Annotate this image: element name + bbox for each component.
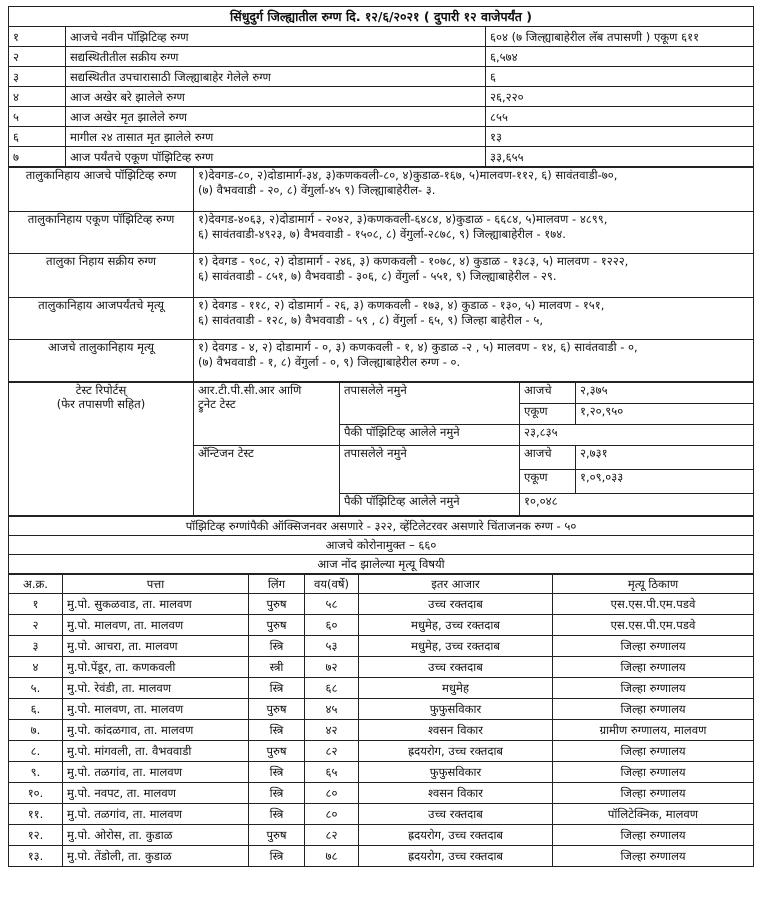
summary-row <box>9 27 754 47</box>
death-disease: मधुमेह, उच्च रक्तदाब <box>359 636 553 657</box>
death-place: एस.एस.पी.एम.पडवे <box>553 615 754 636</box>
taluka-row <box>9 340 754 382</box>
death-age: ५३ <box>305 636 359 657</box>
death-place: जिल्हा रुग्णालय <box>553 657 754 678</box>
rtpcr-total-label: एकूण <box>520 404 576 425</box>
death-address: मु.पो. कांदळगाव, ता. मालवण <box>63 720 249 741</box>
death-row <box>9 720 754 741</box>
rtpcr-tested-label: तपासलेले नमुने <box>340 383 520 425</box>
oxygen-line: पॉझिटिव्ह रुग्णांपैकी ऑक्सिजनवर असणारे - ३२२, व्हेंटिलेटरवर असणारे चिंताजनक रुग्ण - ५० <box>9 517 754 536</box>
death-no: ११. <box>9 804 63 825</box>
antigen-total-label: एकूण <box>520 470 576 494</box>
death-place: जिल्हा रुग्णालय <box>553 783 754 804</box>
summary-label: आज पर्यंतचे एकूण पॉझिटिव्ह रुग्ण <box>66 147 486 167</box>
death-no: १२. <box>9 825 63 846</box>
summary-row <box>9 107 754 127</box>
taluka-row <box>9 168 754 212</box>
rtpcr-line: ट्रुनेट टेस्ट <box>198 397 236 411</box>
tests-table <box>8 382 754 516</box>
tests-label-line: टेस्ट रिपोर्टस् <box>75 383 127 397</box>
taluka-line: (७) वैभववाडी - १, ८) वेंगुर्ला - ०, ९) जिल्ह्याबाहेरील रुग्ण - ०. <box>198 354 461 369</box>
summary-no: १ <box>9 27 66 47</box>
summary-label: सद्यस्थितीत उपचारासाठी जिल्ह्याबाहेर गेलेले रुग्ण <box>66 67 486 87</box>
death-no: १ <box>9 594 63 615</box>
death-address: मु.पो.पेंडूर, ता. कणकवली <box>63 657 249 678</box>
death-gender: पुरुष <box>249 594 305 615</box>
death-age: ८० <box>305 783 359 804</box>
summary-label: आजचे नवीन पॉझिटिव्ह रुग्ण <box>66 27 486 47</box>
summary-value: ६ <box>486 67 754 87</box>
death-row <box>9 804 754 825</box>
death-gender: स्त्रि <box>249 678 305 699</box>
summary-label: आज अखेर बरे झालेले रुग्ण <box>66 87 486 107</box>
taluka-line: ६) सावंतवाडी-४९२३, ७) वैभववाडी - १५०८, ८) वेंगुर्ला-२८७८, ९) जिल्ह्याबाहेरील - १७४. <box>198 226 566 241</box>
summary-table <box>8 6 754 167</box>
taluka-row <box>9 298 754 340</box>
death-address: मु.पो. मालवण, ता. मालवण <box>63 699 249 720</box>
death-disease: फुफुसविकार <box>359 762 553 783</box>
taluka-row <box>9 212 754 254</box>
death-place: पॉलिटेक्निक, मालवण <box>553 804 754 825</box>
summary-row <box>9 127 754 147</box>
col-disease: इतर आजार <box>359 575 553 594</box>
death-row <box>9 825 754 846</box>
rtpcr-positive-value: २३,८३५ <box>520 425 754 446</box>
antigen-positive-value: १०,०४८ <box>520 494 754 516</box>
death-place: जिल्हा रुग्णालय <box>553 678 754 699</box>
death-gender: स्त्रि <box>249 846 305 867</box>
summary-value: ८५५ <box>486 107 754 127</box>
death-row <box>9 678 754 699</box>
death-gender: स्त्रि <box>249 636 305 657</box>
death-address: मु.पो. सुकळवाड, ता. मालवण <box>63 594 249 615</box>
death-address: मु.पो. नवपट, ता. मालवण <box>63 783 249 804</box>
summary-value: ३३,६५५ <box>486 147 754 167</box>
col-no: अ.क्र. <box>9 575 63 594</box>
summary-no: ४ <box>9 87 66 107</box>
death-place: जिल्हा रुग्णालय <box>553 699 754 720</box>
taluka-values <box>194 298 754 340</box>
death-address: मु.पो. मांगवली, ता. वैभववाडी <box>63 741 249 762</box>
summary-row <box>9 67 754 87</box>
status-lines <box>8 516 754 574</box>
taluka-values <box>194 340 754 382</box>
taluka-line: १)देवगड-४०६३, २)दोडामार्ग - २०४२, ३)कणकवली-६४८४, ४)कुडाळ - ६६८४, ५)मालवण - ४८९९, <box>198 212 608 226</box>
rtpcr-total-value: १,२०,९५० <box>576 404 754 425</box>
rtpcr-today-value: २,३७५ <box>576 383 754 404</box>
summary-label: मागील २४ तासात मृत झालेले रुग्ण <box>66 127 486 147</box>
summary-row <box>9 47 754 67</box>
death-address: मु.पो. ओरोस, ता. कुडाळ <box>63 825 249 846</box>
summary-value: २६,२२० <box>486 87 754 107</box>
taluka-label: तालुका निहाय सक्रीय रुग्ण <box>9 254 194 298</box>
taluka-label: तालुकानिहाय आजचे पॉझिटिव्ह रुग्ण <box>9 168 194 212</box>
death-no: १०. <box>9 783 63 804</box>
summary-row <box>9 147 754 167</box>
taluka-values <box>194 254 754 298</box>
death-disease: मधुमेह <box>359 678 553 699</box>
death-gender: स्त्री <box>249 657 305 678</box>
rtpcr-label <box>194 383 340 446</box>
death-no: ६. <box>9 699 63 720</box>
death-place: ग्रामीण रुग्णालय, मालवण <box>553 720 754 741</box>
death-row <box>9 636 754 657</box>
taluka-line: ६) सावंतवाडी - ८५१, ७) वैभववाडी - ३०६, ८) वेंगुर्ला - ५५१, ९) जिल्ह्याबाहेरील - २९. <box>198 268 557 283</box>
summary-no: ६ <box>9 127 66 147</box>
death-place: जिल्हा रुग्णालय <box>553 846 754 867</box>
death-disease: उच्च रक्तदाब <box>359 594 553 615</box>
death-row <box>9 657 754 678</box>
death-row <box>9 699 754 720</box>
taluka-values <box>194 168 754 212</box>
col-place: मृत्यू ठिकाण <box>553 575 754 594</box>
deaths-header-row <box>9 575 754 594</box>
death-no: ८. <box>9 741 63 762</box>
death-no: ९. <box>9 762 63 783</box>
death-age: ६५ <box>305 762 359 783</box>
death-age: ७८ <box>305 846 359 867</box>
death-place: जिल्हा रुग्णालय <box>553 636 754 657</box>
death-no: ४ <box>9 657 63 678</box>
death-address: मु.पो. तळगांव, ता. मालवण <box>63 804 249 825</box>
summary-value: १३ <box>486 127 754 147</box>
taluka-label: तालुकानिहाय एकूण पॉझिटिव्ह रुग्ण <box>9 212 194 254</box>
rtpcr-positive-label: पैकी पॉझिटिव्ह आलेले नमुने <box>340 425 520 446</box>
death-age: ८० <box>305 804 359 825</box>
taluka-line: १)देवगड-८०, २)दोडामार्ग-३४, ३)कणकवली-८०, ४)कुडाळ-१६७, ५)मालवण-११२, ६) सावंतवाडी-७०, <box>198 168 618 182</box>
deaths-heading: आज नोंद झालेल्या मृत्यू विषयी <box>9 555 754 574</box>
death-place: एस.एस.पी.एम.पडवे <box>553 594 754 615</box>
death-row <box>9 594 754 615</box>
death-disease: श्वसन विकार <box>359 783 553 804</box>
summary-no: ५ <box>9 107 66 127</box>
taluka-values <box>194 212 754 254</box>
taluka-line: १) देवगड - ९०८, २) दोडामार्ग - २४६, ३) कणकवली - १०७८, ४) कुडाळ - १३८३, ५) मालवण - १२२२, <box>198 254 629 268</box>
death-no: १३. <box>9 846 63 867</box>
taluka-table <box>8 167 754 382</box>
death-no: ७. <box>9 720 63 741</box>
death-age: ६० <box>305 615 359 636</box>
summary-value: ६,५७४ <box>486 47 754 67</box>
death-no: २ <box>9 615 63 636</box>
death-age: ८२ <box>305 741 359 762</box>
death-address: मु.पो. तेंडोली, ता. कुडाळ <box>63 846 249 867</box>
death-disease: श्वसन विकार <box>359 720 553 741</box>
death-disease: ह्रदयरोग, उच्च रक्तदाब <box>359 825 553 846</box>
death-gender: पुरुष <box>249 741 305 762</box>
death-disease: उच्च रक्तदाब <box>359 657 553 678</box>
death-row <box>9 741 754 762</box>
death-gender: स्त्रि <box>249 783 305 804</box>
death-age: ४५ <box>305 699 359 720</box>
death-row <box>9 783 754 804</box>
death-disease: फुफुसविकार <box>359 699 553 720</box>
death-age: ८२ <box>305 825 359 846</box>
rtpcr-line: आर.टी.पी.सी.आर आणि <box>198 383 302 397</box>
death-address: मु.पो. रेवंडी, ता. मालवण <box>63 678 249 699</box>
taluka-label: तालुकानिहाय आजपर्यंतचे मृत्यू <box>9 298 194 340</box>
death-no: ५. <box>9 678 63 699</box>
death-gender: पुरुष <box>249 615 305 636</box>
summary-label: सद्यस्थितीतील सक्रीय रुग्ण <box>66 47 486 67</box>
death-disease: मधुमेह, उच्च रक्तदाब <box>359 615 553 636</box>
death-address: मु.पो. मालवण, ता. मालवण <box>63 615 249 636</box>
report-title: सिंधुदुर्ग जिल्ह्यातील रुग्ण दि. १२/६/२०२१ ( दुपारी १२ वाजेपर्यंत ) <box>9 7 754 27</box>
col-address: पत्ता <box>63 575 249 594</box>
death-age: ४२ <box>305 720 359 741</box>
death-place: जिल्हा रुग्णालय <box>553 825 754 846</box>
summary-label: आज अखेर मृत झालेले रुग्ण <box>66 107 486 127</box>
summary-no: २ <box>9 47 66 67</box>
death-age: ६८ <box>305 678 359 699</box>
death-gender: स्त्रि <box>249 720 305 741</box>
recovered-line: आजचे कोरोनामुक्त – ६६० <box>9 536 754 555</box>
death-disease: उच्च रक्तदाब <box>359 804 553 825</box>
antigen-today-label: आजचे <box>520 446 576 470</box>
death-no: ३ <box>9 636 63 657</box>
rtpcr-today-label: आजचे <box>520 383 576 404</box>
death-gender: स्त्रि <box>249 762 305 783</box>
taluka-line: ६) सावंतवाडी - १२८, ७) वैभववाडी - ५९ , ८) वेंगुर्ला - ६५, ९) जिल्हा बाहेरील - ५, <box>198 312 543 327</box>
taluka-row <box>9 254 754 298</box>
antigen-label: अँन्टिजन टेस्ट <box>194 446 340 516</box>
death-row <box>9 762 754 783</box>
taluka-line: (७) वैभववाडी - २०, ८) वेंगुर्ला-४५ ९) जिल्ह्याबाहेरील- ३. <box>198 182 436 197</box>
tests-label-line: (फेर तपासणी सहित) <box>56 397 146 411</box>
antigen-tested-label: तपासलेले नमुने <box>340 446 520 494</box>
taluka-line: १) देवगड - ४, २) दोडामार्ग - ०, ३) कणकवली - १, ४) कुडाळ -२ , ५) मालवण - १४, ६) सावंतवाडी - ०, <box>198 340 638 354</box>
death-gender: स्त्रि <box>249 804 305 825</box>
summary-value: ६०४ (७ जिल्ह्याबाहेरील लॅब तपासणी ) एकूण ६११ <box>486 27 754 47</box>
death-age: ७२ <box>305 657 359 678</box>
summary-row <box>9 87 754 107</box>
taluka-label: आजचे तालुकानिहाय मृत्यू <box>9 340 194 382</box>
antigen-total-value: १,०९,०३३ <box>576 470 754 494</box>
death-disease: ह्रदयरोग, उच्च रक्तदाब <box>359 846 553 867</box>
death-disease: ह्रदयरोग, उच्च रक्तदाब <box>359 741 553 762</box>
tests-label <box>9 383 194 516</box>
summary-no: ३ <box>9 67 66 87</box>
death-age: ५८ <box>305 594 359 615</box>
antigen-positive-label: पैकी पॉझिटिव्ह आलेले नमुने <box>340 494 520 516</box>
death-address: मु.पो. आचरा, ता. मालवण <box>63 636 249 657</box>
taluka-line: १) देवगड - ११८, २) दोडामार्ग - २६, ३) कणकवली - १७३, ४) कुडाळ - १३०, ५) मालवण - १५१, <box>198 298 605 312</box>
death-address: मु.पो. तळगांव, ता. मालवण <box>63 762 249 783</box>
death-place: जिल्हा रुग्णालय <box>553 762 754 783</box>
summary-no: ७ <box>9 147 66 167</box>
col-age: वय(वर्षे) <box>305 575 359 594</box>
death-gender: पुरुष <box>249 825 305 846</box>
death-place: जिल्हा रुग्णालय <box>553 741 754 762</box>
death-gender: पुरुष <box>249 699 305 720</box>
death-row <box>9 846 754 867</box>
death-row <box>9 615 754 636</box>
antigen-today-value: २,७३१ <box>576 446 754 470</box>
col-gender: लिंग <box>249 575 305 594</box>
deaths-table <box>8 574 754 867</box>
